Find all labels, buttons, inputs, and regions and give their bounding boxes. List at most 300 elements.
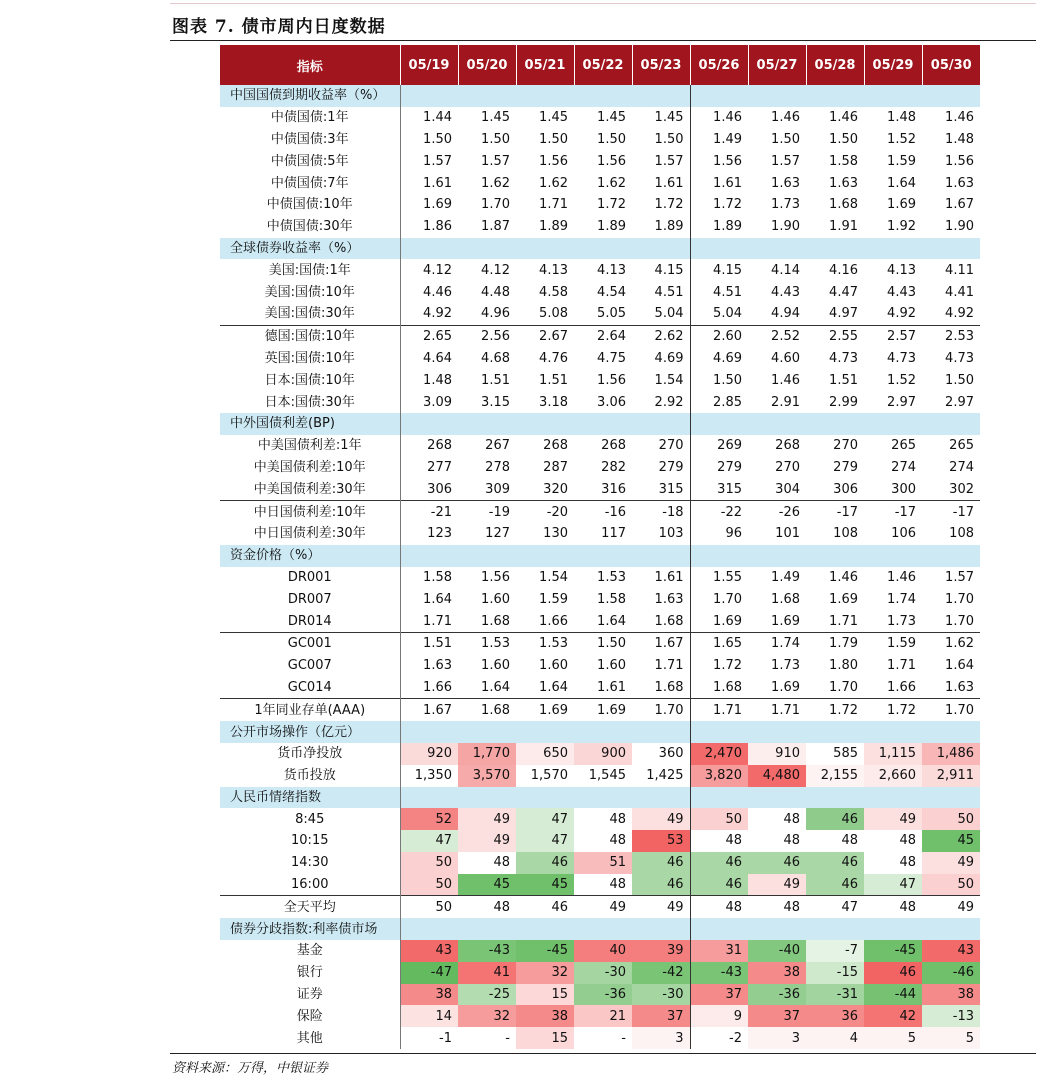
- value-cell: 315: [632, 478, 690, 500]
- row-label: GC007: [220, 655, 400, 677]
- row-label: DR014: [220, 610, 400, 632]
- value-cell: 4.54: [597, 284, 626, 300]
- value-cell: 1.71: [539, 197, 568, 213]
- value-cell: 4: [806, 1027, 864, 1049]
- value-cell: 1.63: [632, 588, 690, 610]
- value-cell: -: [458, 1027, 516, 1049]
- section-fill-cell: [922, 787, 980, 809]
- value-cell: 4.13: [539, 262, 568, 278]
- value-cell: 1.70: [829, 679, 858, 695]
- header-date: 05/20: [458, 45, 516, 85]
- value-cell: 1.50: [423, 131, 452, 147]
- value-cell: 1.66: [423, 679, 452, 695]
- value-cell: -25: [458, 984, 516, 1006]
- value-cell: 1,350: [400, 765, 458, 787]
- value-cell: 1.69: [771, 679, 800, 695]
- header-date: 05/26: [690, 45, 748, 85]
- section-fill-cell: [516, 413, 574, 435]
- row-label: 银行: [220, 962, 400, 984]
- value-cell: 47: [400, 830, 458, 852]
- section-fill-cell: [922, 918, 980, 940]
- table-row: [220, 588, 980, 610]
- value-cell: 1.50: [829, 131, 858, 147]
- value-cell: 4.51: [632, 281, 690, 303]
- table-row: [220, 129, 980, 151]
- value-cell: 50: [690, 808, 748, 830]
- section-fill-cell: [690, 85, 748, 107]
- value-cell: -40: [748, 940, 806, 962]
- value-cell: 1.55: [713, 569, 742, 585]
- row-label: 1年同业存单(AAA): [220, 699, 400, 721]
- value-cell: 1.68: [829, 197, 858, 213]
- value-cell: 49: [922, 852, 980, 874]
- value-cell: 1.67: [400, 699, 458, 721]
- value-cell: 265: [891, 438, 916, 454]
- value-cell: 1.67: [945, 197, 974, 213]
- value-cell: 1.45: [597, 110, 626, 126]
- value-cell: 53: [632, 830, 690, 852]
- table-row: [220, 896, 980, 918]
- value-cell: 1.67: [632, 632, 690, 654]
- value-cell: 1.69: [887, 197, 916, 213]
- header-date: 05/22: [574, 45, 632, 85]
- value-cell: -26: [748, 501, 806, 523]
- value-cell: 50: [400, 852, 458, 874]
- section-fill-cell: [748, 721, 806, 743]
- table-row: [220, 281, 980, 303]
- value-cell: 48: [690, 830, 748, 852]
- table-row: [220, 107, 980, 129]
- value-cell: 1.91: [829, 219, 858, 235]
- section-label: 公开市场操作（亿元）: [220, 721, 400, 743]
- value-cell: 51: [574, 852, 632, 874]
- value-cell: 1.70: [632, 699, 690, 721]
- row-label: 14:30: [220, 852, 400, 874]
- value-cell: 1.87: [481, 219, 510, 235]
- section-header-row: [220, 413, 980, 435]
- value-cell: 1.70: [713, 591, 742, 607]
- value-cell: 4.68: [481, 350, 510, 366]
- section-label: 中国国债到期收益率（%）: [220, 85, 400, 107]
- value-cell: 48: [748, 896, 806, 918]
- section-fill-cell: [632, 238, 690, 260]
- value-cell: 1.63: [945, 679, 974, 695]
- value-cell: -7: [806, 940, 864, 962]
- value-cell: 1,770: [458, 743, 516, 765]
- row-label: GC001: [220, 632, 400, 654]
- section-fill-cell: [864, 918, 922, 940]
- value-cell: 1.50: [574, 632, 632, 654]
- value-cell: 1.63: [829, 175, 858, 191]
- value-cell: 1.69: [516, 699, 574, 721]
- value-cell: 1.61: [597, 679, 626, 695]
- section-fill-cell: [400, 85, 458, 107]
- value-cell: 1.90: [771, 219, 800, 235]
- row-label: 中债国债:10年: [220, 194, 400, 216]
- row-label: 中债国债:1年: [220, 107, 400, 129]
- source-note: 资料来源：万得，中银证券: [172, 1061, 329, 1076]
- value-cell: 3.09: [423, 394, 452, 410]
- value-cell: 1.51: [539, 372, 568, 388]
- section-fill-cell: [574, 545, 632, 567]
- value-cell: 46: [690, 852, 748, 874]
- row-label: 16:00: [220, 874, 400, 896]
- value-cell: 2,470: [690, 743, 748, 765]
- value-cell: 274: [949, 459, 974, 475]
- value-cell: -30: [574, 962, 632, 984]
- value-cell: 1.46: [713, 110, 742, 126]
- value-cell: 5.08: [539, 306, 568, 322]
- value-cell: -2: [690, 1027, 748, 1049]
- value-cell: 46: [806, 852, 864, 874]
- section-fill-cell: [458, 545, 516, 567]
- value-cell: 108: [833, 526, 858, 542]
- value-cell: 3,570: [458, 765, 516, 787]
- table-row: [220, 172, 980, 194]
- value-cell: 268: [601, 438, 626, 454]
- value-cell: 46: [516, 896, 574, 918]
- value-cell: 1.54: [632, 369, 690, 391]
- value-cell: 4.69: [632, 348, 690, 370]
- value-cell: 49: [748, 874, 806, 896]
- table-row: [220, 765, 980, 787]
- row-label: GC014: [220, 677, 400, 699]
- value-cell: 4.51: [713, 284, 742, 300]
- value-cell: 1.50: [539, 131, 568, 147]
- value-cell: 38: [516, 1005, 574, 1027]
- value-cell: 4.15: [713, 262, 742, 278]
- value-cell: 46: [690, 874, 748, 896]
- section-fill-cell: [574, 413, 632, 435]
- value-cell: 32: [516, 962, 574, 984]
- value-cell: 43: [400, 940, 458, 962]
- section-label: 全球债券收益率（%）: [220, 238, 400, 260]
- value-cell: 1.58: [597, 591, 626, 607]
- row-label: 货币净投放: [220, 743, 400, 765]
- value-cell: 5.05: [597, 306, 626, 322]
- value-cell: 1.64: [423, 591, 452, 607]
- value-cell: 48: [690, 896, 748, 918]
- value-cell: 279: [833, 459, 858, 475]
- value-cell: 2.91: [771, 394, 800, 410]
- value-cell: 2.92: [632, 391, 690, 413]
- value-cell: 4.43: [887, 284, 916, 300]
- value-cell: 2.97: [887, 394, 916, 410]
- value-cell: 1.56: [539, 153, 568, 169]
- value-cell: 1.62: [539, 175, 568, 191]
- table-row: [220, 632, 980, 654]
- value-cell: 1.63: [771, 175, 800, 191]
- value-cell: 50: [922, 808, 980, 830]
- section-fill-cell: [922, 238, 980, 260]
- value-cell: 47: [516, 808, 574, 830]
- value-cell: 3.18: [539, 394, 568, 410]
- value-cell: 2.85: [713, 394, 742, 410]
- value-cell: 1.71: [887, 658, 916, 674]
- table-header: [220, 45, 980, 85]
- table-row: [220, 874, 980, 896]
- value-cell: 48: [458, 896, 516, 918]
- table-row: [220, 369, 980, 391]
- value-cell: 4.11: [945, 262, 974, 278]
- table-row: [220, 610, 980, 632]
- value-cell: 1.64: [481, 679, 510, 695]
- value-cell: 1.52: [887, 372, 916, 388]
- value-cell: 1.70: [945, 591, 974, 607]
- value-cell: 4,480: [748, 765, 806, 787]
- value-cell: 1.79: [806, 632, 864, 654]
- value-cell: 1.72: [713, 197, 742, 213]
- value-cell: 1.49: [713, 131, 742, 147]
- value-cell: 1.68: [458, 699, 516, 721]
- value-cell: 3: [632, 1027, 690, 1049]
- value-cell: 1.71: [423, 613, 452, 629]
- value-cell: -43: [690, 962, 748, 984]
- value-cell: 47: [806, 896, 864, 918]
- value-cell: 270: [632, 435, 690, 457]
- table-row: [220, 743, 980, 765]
- row-label: 中美国债利差:10年: [220, 457, 400, 479]
- section-fill-cell: [806, 85, 864, 107]
- value-cell: 1.48: [423, 372, 452, 388]
- section-header-row: [220, 85, 980, 107]
- row-label: 日本:国债:30年: [220, 391, 400, 413]
- row-label: 中债国债:30年: [220, 216, 400, 238]
- value-cell: 1.66: [887, 679, 916, 695]
- value-cell: -22: [690, 501, 748, 523]
- value-cell: -19: [458, 501, 516, 523]
- table-row: [220, 1005, 980, 1027]
- section-fill-cell: [458, 721, 516, 743]
- table-row: [220, 391, 980, 413]
- value-cell: 45: [922, 830, 980, 852]
- value-cell: 1.51: [400, 632, 458, 654]
- value-cell: 1.92: [887, 219, 916, 235]
- value-cell: 127: [485, 526, 510, 542]
- value-cell: 4.48: [481, 284, 510, 300]
- value-cell: 15: [516, 984, 574, 1006]
- value-cell: 1.56: [597, 372, 626, 388]
- section-fill-cell: [922, 721, 980, 743]
- table-row: [220, 699, 980, 721]
- value-cell: 309: [485, 481, 510, 497]
- value-cell: 4.58: [539, 284, 568, 300]
- section-label: 人民币情绪指数: [220, 787, 400, 809]
- value-cell: 1.57: [945, 569, 974, 585]
- value-cell: 1.59: [539, 591, 568, 607]
- value-cell: 1.57: [423, 153, 452, 169]
- value-cell: 320: [543, 481, 568, 497]
- header-date: 05/29: [864, 45, 922, 85]
- value-cell: 101: [775, 526, 800, 542]
- value-cell: 1.46: [945, 110, 974, 126]
- value-cell: 270: [775, 459, 800, 475]
- row-label: 中债国债:3年: [220, 129, 400, 151]
- section-fill-cell: [806, 721, 864, 743]
- value-cell: -44: [864, 984, 922, 1006]
- value-cell: -30: [632, 984, 690, 1006]
- value-cell: 1.45: [632, 107, 690, 129]
- value-cell: 1.68: [481, 613, 510, 629]
- table-row: [220, 523, 980, 545]
- value-cell: 1.56: [597, 153, 626, 169]
- value-cell: 5.04: [632, 303, 690, 325]
- value-cell: 267: [485, 438, 510, 454]
- row-label: 美国:国债:10年: [220, 281, 400, 303]
- table-row: [220, 348, 980, 370]
- value-cell: -15: [806, 962, 864, 984]
- value-cell: 4.76: [539, 350, 568, 366]
- section-fill-cell: [632, 787, 690, 809]
- value-cell: 1.56: [481, 569, 510, 585]
- row-label: 保险: [220, 1005, 400, 1027]
- table-row: [220, 567, 980, 589]
- value-cell: 1.73: [887, 613, 916, 629]
- value-cell: 1.50: [771, 131, 800, 147]
- value-cell: 46: [632, 852, 690, 874]
- value-cell: 2.65: [400, 325, 458, 347]
- value-cell: 1.71: [690, 699, 748, 721]
- value-cell: 1.62: [481, 175, 510, 191]
- section-fill-cell: [922, 85, 980, 107]
- value-cell: 14: [400, 1005, 458, 1027]
- header-date: 05/23: [632, 45, 690, 85]
- value-cell: 1.89: [597, 219, 626, 235]
- section-fill-cell: [458, 918, 516, 940]
- value-cell: 2.99: [829, 394, 858, 410]
- section-fill-cell: [864, 413, 922, 435]
- value-cell: -1: [400, 1027, 458, 1049]
- value-cell: 47: [864, 874, 922, 896]
- value-cell: 1.71: [632, 655, 690, 677]
- header-date: 05/27: [748, 45, 806, 85]
- value-cell: 265: [949, 438, 974, 454]
- value-cell: 49: [864, 808, 922, 830]
- value-cell: -13: [922, 1005, 980, 1027]
- section-fill-cell: [574, 238, 632, 260]
- value-cell: 1.61: [632, 172, 690, 194]
- value-cell: 4.96: [481, 306, 510, 322]
- value-cell: 1.71: [829, 613, 858, 629]
- value-cell: 585: [806, 743, 864, 765]
- table-row: [220, 216, 980, 238]
- value-cell: 1.53: [458, 632, 516, 654]
- value-cell: 1.54: [539, 569, 568, 585]
- section-fill-cell: [400, 721, 458, 743]
- value-cell: 277: [427, 459, 452, 475]
- table-row: [220, 962, 980, 984]
- value-cell: 46: [864, 962, 922, 984]
- table-row: [220, 303, 980, 325]
- value-cell: 48: [864, 852, 922, 874]
- row-label: 中美国债利差:30年: [220, 478, 400, 500]
- section-fill-cell: [690, 787, 748, 809]
- section-fill-cell: [690, 721, 748, 743]
- value-cell: 302: [949, 481, 974, 497]
- section-fill-cell: [574, 85, 632, 107]
- value-cell: 4.13: [597, 262, 626, 278]
- section-fill-cell: [748, 545, 806, 567]
- value-cell: 1.50: [481, 131, 510, 147]
- value-cell: 1.68: [632, 610, 690, 632]
- value-cell: 4.16: [829, 262, 858, 278]
- value-cell: 39: [632, 940, 690, 962]
- value-cell: 1.73: [771, 197, 800, 213]
- value-cell: -16: [574, 501, 632, 523]
- value-cell: 49: [458, 830, 516, 852]
- section-fill-cell: [806, 545, 864, 567]
- value-cell: 1.65: [690, 632, 748, 654]
- table-row: [220, 325, 980, 347]
- value-cell: 1.50: [597, 131, 626, 147]
- section-fill-cell: [458, 413, 516, 435]
- value-cell: 4.92: [423, 306, 452, 322]
- value-cell: 287: [543, 459, 568, 475]
- value-cell: -45: [516, 940, 574, 962]
- value-cell: 1.72: [597, 197, 626, 213]
- value-cell: 9: [690, 1005, 748, 1027]
- section-header-row: [220, 787, 980, 809]
- section-label: 资金价格（%）: [220, 545, 400, 567]
- value-cell: 1.80: [829, 658, 858, 674]
- section-fill-cell: [922, 545, 980, 567]
- value-cell: 46: [516, 852, 574, 874]
- row-label: 全天平均: [220, 896, 400, 918]
- section-fill-cell: [516, 238, 574, 260]
- value-cell: 1.46: [829, 110, 858, 126]
- value-cell: 279: [632, 457, 690, 479]
- section-fill-cell: [516, 787, 574, 809]
- value-cell: -43: [458, 940, 516, 962]
- row-label: 证券: [220, 984, 400, 1006]
- value-cell: 130: [543, 526, 568, 542]
- value-cell: 41: [458, 962, 516, 984]
- value-cell: 1.48: [945, 131, 974, 147]
- value-cell: 279: [717, 459, 742, 475]
- value-cell: 4.46: [423, 284, 452, 300]
- value-cell: 270: [833, 438, 858, 454]
- value-cell: 1.56: [713, 153, 742, 169]
- value-cell: -42: [632, 962, 690, 984]
- value-cell: 274: [891, 459, 916, 475]
- value-cell: 38: [922, 984, 980, 1006]
- row-label: 美国:国债:30年: [220, 303, 400, 325]
- value-cell: 1.89: [539, 219, 568, 235]
- value-cell: 48: [574, 808, 632, 830]
- row-label: 8:45: [220, 808, 400, 830]
- value-cell: 1.69: [423, 197, 452, 213]
- header-date: 05/28: [806, 45, 864, 85]
- value-cell: 1.45: [539, 110, 568, 126]
- value-cell: 4.47: [829, 284, 858, 300]
- value-cell: 117: [601, 526, 626, 542]
- value-cell: 15: [516, 1027, 574, 1049]
- value-cell: 4.73: [829, 350, 858, 366]
- value-cell: 2.64: [574, 325, 632, 347]
- bond-market-daily-table: [220, 45, 980, 1049]
- value-cell: 43: [922, 940, 980, 962]
- value-cell: 49: [632, 896, 690, 918]
- value-cell: 106: [891, 526, 916, 542]
- value-cell: 1.66: [539, 613, 568, 629]
- table-row: [220, 830, 980, 852]
- table-row: [220, 194, 980, 216]
- value-cell: 2,155: [806, 765, 864, 787]
- value-cell: 1.61: [423, 175, 452, 191]
- value-cell: 4.43: [771, 284, 800, 300]
- section-fill-cell: [748, 238, 806, 260]
- value-cell: 50: [922, 874, 980, 896]
